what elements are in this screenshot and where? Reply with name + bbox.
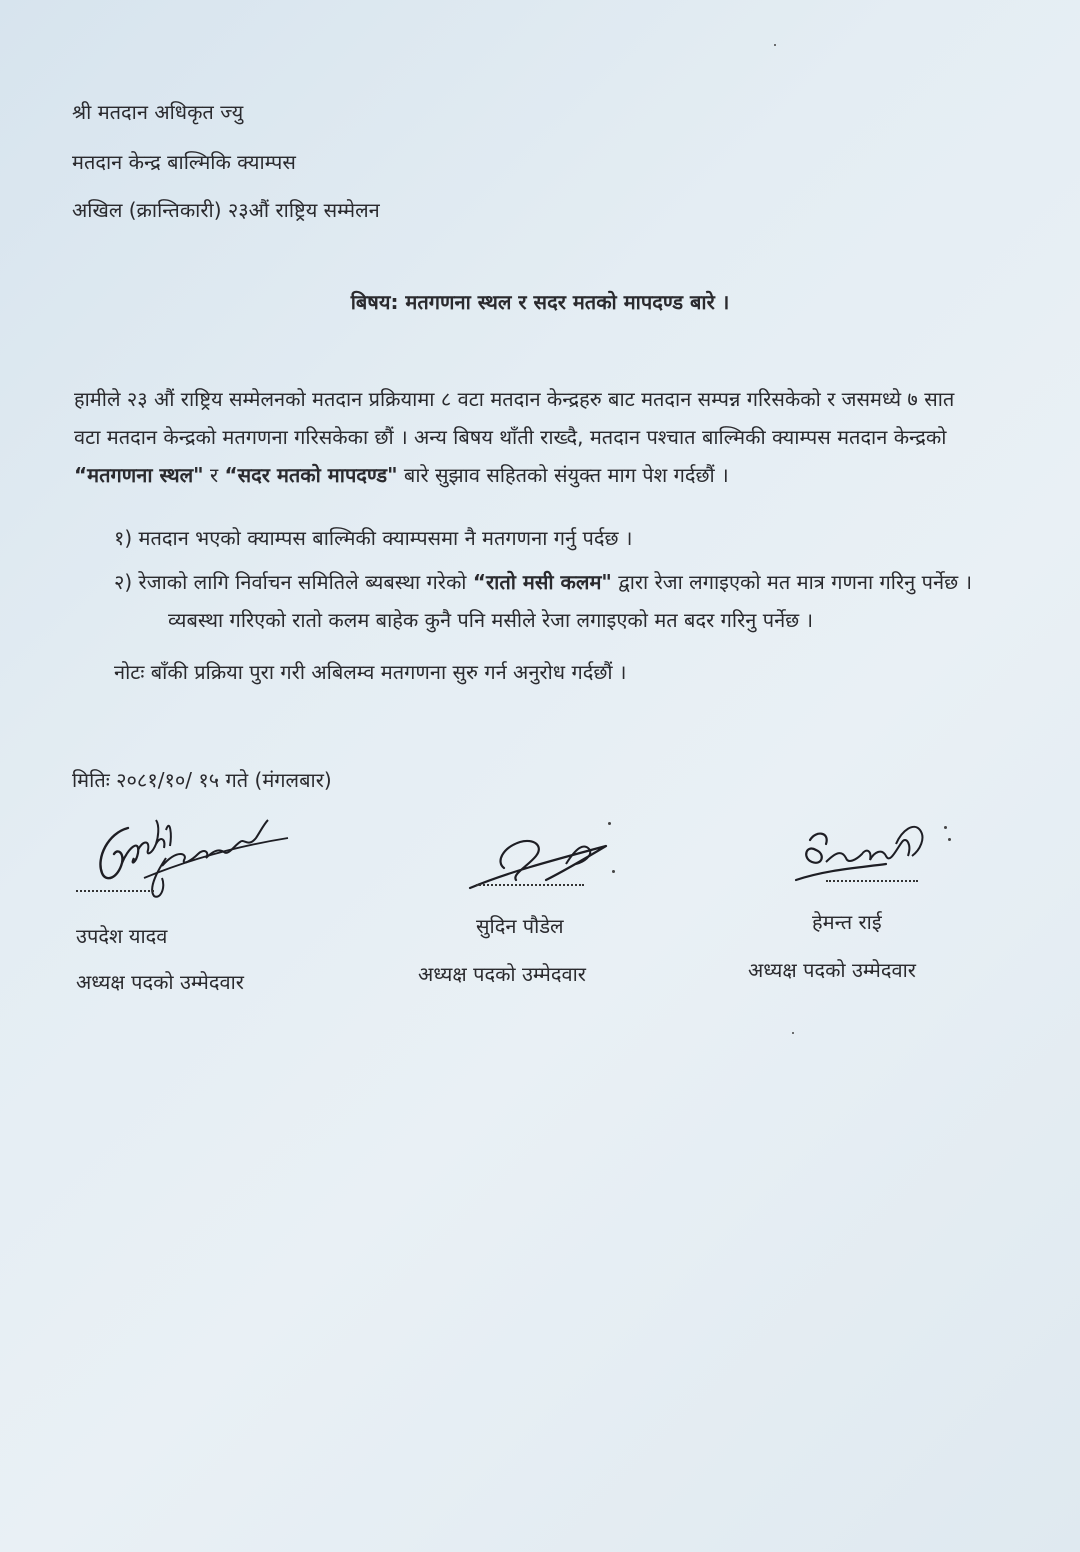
signature-1-line xyxy=(76,890,154,892)
body-line-3 xyxy=(74,456,1034,494)
point-2-continuation: व्यबस्था गरिएको रातो कलम बाहेक कुनै पनि मसीले रेजा लगाइएको मत बदर गरिनु पर्नेछ । xyxy=(168,608,814,632)
date-line: मितिः २०८१/१०/ १५ गते (मंगलबार) xyxy=(72,768,332,792)
signature-2 xyxy=(456,818,626,898)
paper-speck xyxy=(792,1032,794,1034)
signatory-3-role: अध्यक्ष पदको उम्मेदवार xyxy=(748,958,916,982)
signatory-1-role: अध्यक्ष पदको उम्मेदवार xyxy=(76,970,244,994)
subject-heading: बिषय: मतगणना स्थल र सदर मतको मापदण्ड बारे । xyxy=(350,290,730,314)
paper-speck xyxy=(774,44,776,46)
valid-vote-criteria-term: “सदर मतको मापदण्ड" xyxy=(224,463,398,487)
point-2 xyxy=(114,570,972,594)
signature-3-line xyxy=(826,880,918,882)
signatory-3-name: हेमन्त राई xyxy=(812,910,882,934)
note-line: नोटः बाँकी प्रक्रिया पुरा गरी अबिलम्व मतगणना सुरु गर्न अनुरोध गर्दछौं । xyxy=(114,660,627,684)
signature-1 xyxy=(88,808,298,908)
signature-3 xyxy=(786,810,956,900)
signature-2-line xyxy=(476,884,584,886)
signatory-2-role: अध्यक्ष पदको उम्मेदवार xyxy=(418,962,586,986)
red-ink-pen-term: “रातो मसी कलम" xyxy=(472,570,612,594)
body-line-3-rest: बारे सुझाव सहितको संयुक्त माग पेश गर्दछौं । xyxy=(397,463,729,487)
conjunction: र xyxy=(203,463,225,487)
point-2-rest: द्वारा रेजा लगाइएको मत मात्र गणना गरिनु पर्नेछ । xyxy=(611,570,973,594)
body-paragraph xyxy=(74,380,1034,494)
point-2-lead: २) रेजाको लागि निर्वाचन समितिले ब्यबस्था गरेको xyxy=(114,570,473,594)
addressee-line: श्री मतदान अधिकृत ज्यु xyxy=(72,100,244,124)
counting-venue-term: “मतगणना स्थल" xyxy=(74,463,204,487)
signatory-2-name: सुदिन पौडेल xyxy=(476,914,564,938)
polling-center-line: मतदान केन्द्र बाल्मिकि क्याम्पस xyxy=(72,150,296,174)
body-line-1: हामीले २३ औं राष्ट्रिय सम्मेलनको मतदान प्रक्रियामा ८ वटा मतदान केन्द्रहरु बाट मतदान सम्पन्न गरिसकेको र जसमध्ये ७ सात xyxy=(74,387,955,411)
convention-line: अखिल (क्रान्तिकारी) २३औं राष्ट्रिय सम्मेलन xyxy=(72,198,380,222)
body-line-2: वटा मतदान केन्द्रको मतगणना गरिसकेका छौं । अन्य बिषय थाँती राख्दै, मतदान पश्चात बाल्मिकी क्याम्पस मतदान केन्द्रको xyxy=(74,425,947,449)
signatory-1-name: उपदेश यादव xyxy=(76,924,168,948)
point-1: १) मतदान भएको क्याम्पस बाल्मिकी क्याम्पसमा नै मतगणना गर्नु पर्दछ । xyxy=(114,526,633,550)
